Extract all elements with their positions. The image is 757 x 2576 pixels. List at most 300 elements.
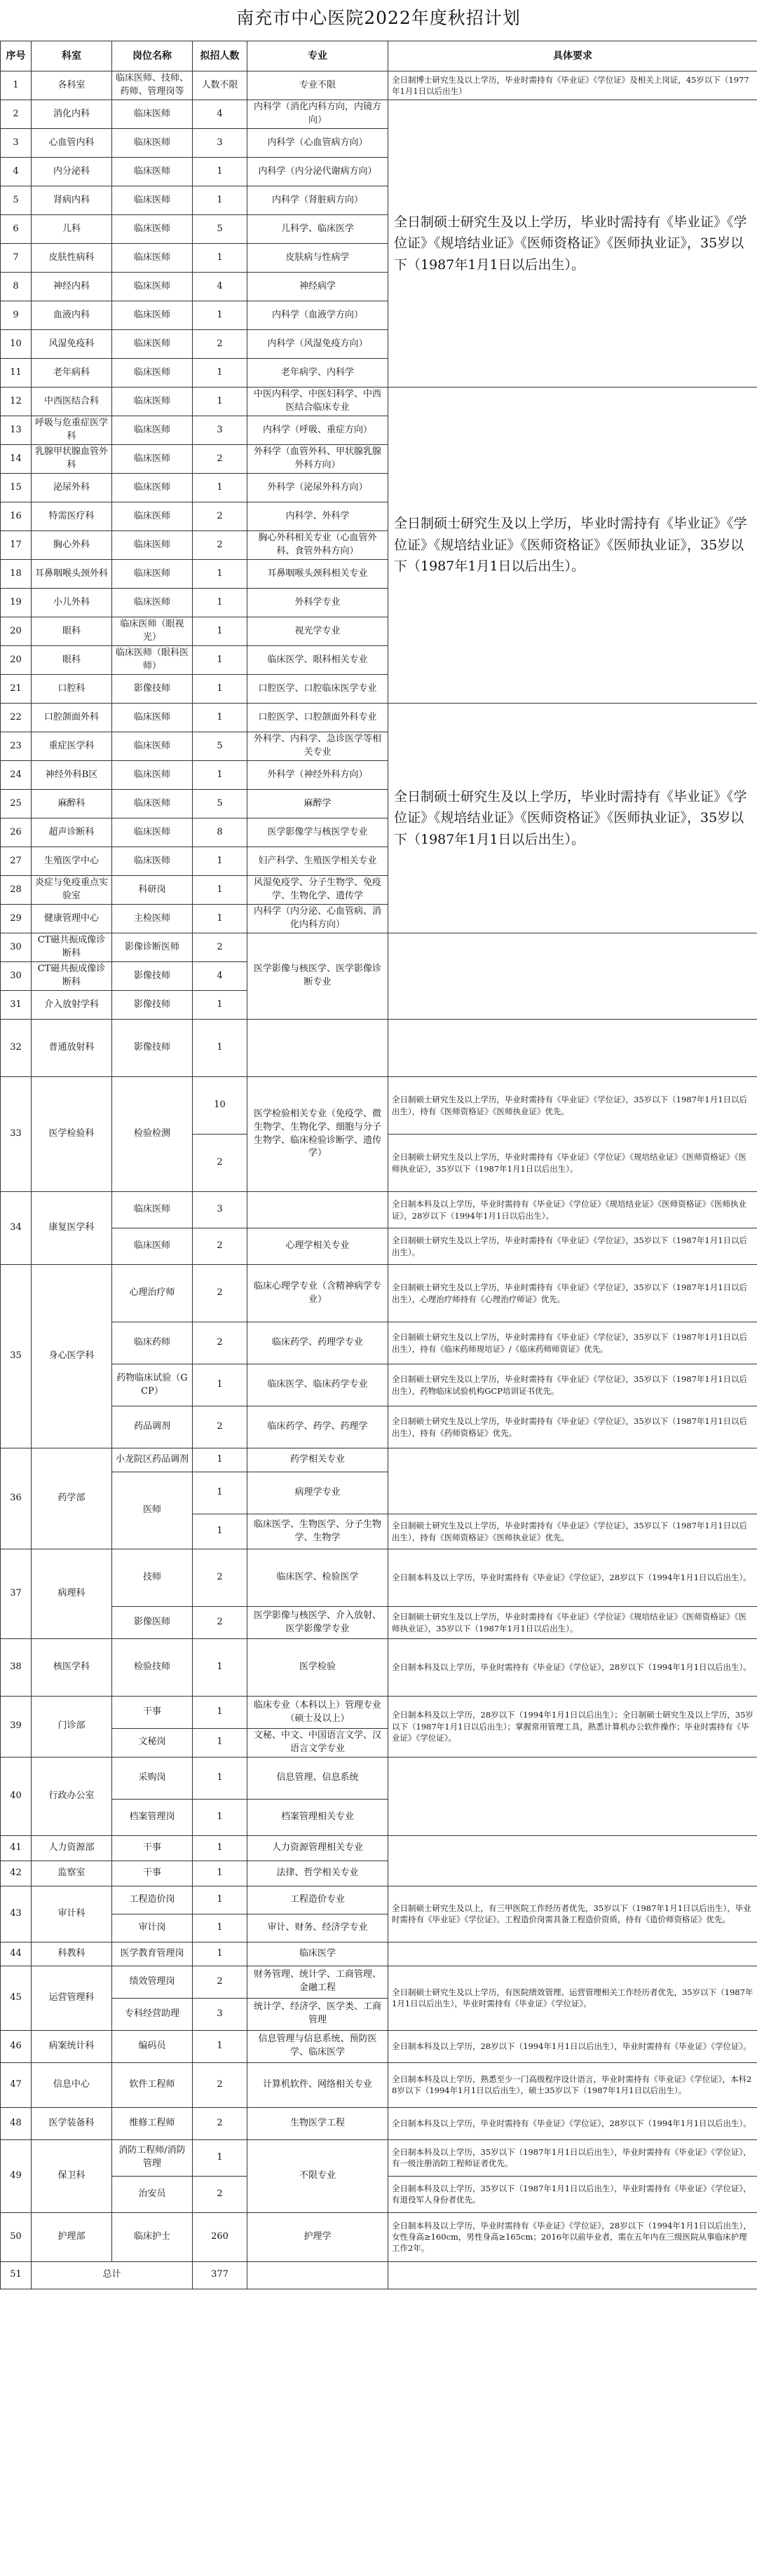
table-row (1, 1192, 757, 1228)
table-cell: 外科学（神经外科方向） (247, 761, 388, 790)
table-cell: 临床医师 (112, 129, 193, 158)
table-cell: 全日制本科及以上学历，毕业时需持有《毕业证》《学位证》，28岁以下（1994年1月1日以后出生）。 (388, 2107, 757, 2139)
table-cell: 20 (1, 617, 32, 646)
table-cell: 医学教育管理岗 (112, 1942, 193, 1966)
table-cell: 全日制本科及以上学历，熟悉至少一门高级程序设计语言，毕业时需持有《毕业证》《学位证》，本科28岁以下（1994年1月1日以后出生），硕士35岁以下（1987年1月1日以后出生）。 (388, 2062, 757, 2107)
table-cell: 11 (1, 359, 32, 388)
table-cell: 临床医师 (112, 589, 193, 617)
table-cell: 人数不限 (193, 71, 247, 100)
table-cell: 影像技师 (112, 962, 193, 991)
table-cell: 医学影像与核医学、医学影像诊断专业 (247, 933, 388, 1020)
table-cell: 临床医师 (112, 818, 193, 847)
table-cell: 信息管理与信息系统、预防医学、临床医学 (247, 2030, 388, 2062)
table-cell: 14 (1, 445, 32, 474)
table-cell (388, 933, 757, 1020)
table-cell: 医学装备科 (32, 2107, 112, 2139)
table-cell: 信息管理、信息系统 (247, 1757, 388, 1799)
table-cell: 1 (193, 1799, 247, 1835)
table-cell: 41 (1, 1835, 32, 1861)
table-cell: 1 (193, 2139, 247, 2176)
table-cell: 1 (193, 1942, 247, 1966)
table-cell: 神经病学 (247, 273, 388, 301)
table-cell: 内科学（血液学方向） (247, 301, 388, 330)
table-cell: 30 (1, 933, 32, 962)
table-cell: 27 (1, 847, 32, 876)
table-cell: 口腔医学、口腔颌面外科专业 (247, 704, 388, 732)
table-cell: 25 (1, 790, 32, 818)
table-cell: 儿科学、临床医学 (247, 215, 388, 244)
table-cell: 临床医师 (112, 100, 193, 129)
table-cell: 临床医学、检验医学 (247, 1549, 388, 1607)
table-cell: 小龙院区药品调剂 (112, 1448, 193, 1472)
table-cell: 胸心外科 (32, 531, 112, 560)
table-cell: 特需医疗科 (32, 502, 112, 531)
table-cell: 不限专业 (247, 2139, 388, 2212)
table-cell: 全日制本科及以上学历，毕业时需持有《毕业证》《学位证》《规培结业证》《医师资格证》《医师执业证》，28岁以下（1994年1月1日以后出生）。 (388, 1192, 757, 1228)
table-cell: 18 (1, 560, 32, 589)
table-cell: 22 (1, 704, 32, 732)
table-cell: 工程造价专业 (247, 1886, 388, 1914)
table-cell: 外科学、内科学、急诊医学等相关专业 (247, 732, 388, 761)
table-cell: 乳腺甲状腺血管外科 (32, 445, 112, 474)
table-header-row (1, 41, 757, 71)
table-cell: 心理治疗师 (112, 1265, 193, 1322)
table-cell: 1 (193, 617, 247, 646)
table-cell: 临床医师 (112, 186, 193, 215)
table-cell: 32 (1, 1020, 32, 1077)
table-cell: 21 (1, 675, 32, 704)
table-cell: 全日制博士研究生及以上学历，毕业时需持有《毕业证》《学位证》及相关上岗证，45岁以下（1977年1月1日以后出生） (388, 71, 757, 100)
table-cell: 档案管理相关专业 (247, 1799, 388, 1835)
table-cell: 临床医师 (112, 1228, 193, 1265)
table-cell: 1 (193, 1472, 247, 1514)
table-cell: 2 (193, 1265, 247, 1322)
table-cell (247, 1192, 388, 1228)
table-cell: 31 (1, 991, 32, 1020)
table-cell: 运营管理科 (32, 1966, 112, 2030)
table-cell: 1 (193, 847, 247, 876)
table-cell: 皮肤病与性病学 (247, 244, 388, 273)
table-cell: 麻醉学 (247, 790, 388, 818)
table-cell: 专业不限 (247, 71, 388, 100)
table-cell: 1 (193, 704, 247, 732)
table-cell: 临床医师 (112, 790, 193, 818)
table-row (1, 1697, 757, 1729)
table-cell: 保卫科 (32, 2139, 112, 2212)
table-cell: 2 (1, 100, 32, 129)
table-row (1, 704, 757, 732)
table-cell: 1 (193, 1364, 247, 1406)
table-cell: 人力资源部 (32, 1835, 112, 1861)
header-dept: 科室 (32, 41, 112, 71)
table-cell: 审计科 (32, 1886, 112, 1942)
table-cell: 12 (1, 388, 32, 416)
table-cell: 临床医师 (112, 445, 193, 474)
table-cell: 6 (1, 215, 32, 244)
table-row (1, 100, 757, 129)
table-cell: 35 (1, 1265, 32, 1448)
table-cell: 1 (193, 158, 247, 186)
table-cell: 临床专业（本科以上）管理专业（硕士及以上） (247, 1697, 388, 1729)
table-row (1, 1265, 757, 1322)
table-cell: 33 (1, 1077, 32, 1192)
table-cell: 全日制硕士研究生及以上学历，毕业时需持有《毕业证》《学位证》《规培结业证》《医师资格证》《医师执业证》，35岁以下（1987年1月1日以后出生）。 (388, 1607, 757, 1639)
table-row (1, 1364, 757, 1406)
table-cell (388, 1757, 757, 1835)
table-cell: 全日制本科及以上学历，28岁以下（1994年1月1日以后出生）；全日制硕士研究生及以上学历，35岁以下（1987年1月1日以后出生）；掌握常用管理工具，熟悉计算机办公软件操作；毕业时需持有《毕业证》《学位证》。 (388, 1697, 757, 1758)
table-cell: 2 (193, 1607, 247, 1639)
table-cell: 统计学、经济学、医学类、工商管理 (247, 1998, 388, 2030)
table-cell: 临床医师 (112, 158, 193, 186)
table-cell: 治安员 (112, 2176, 193, 2212)
table-cell: 皮肤性病科 (32, 244, 112, 273)
table-cell: 临床医学、临床药学专业 (247, 1364, 388, 1406)
table-cell: 普通放射科 (32, 1020, 112, 1077)
table-cell: 神经外科B区 (32, 761, 112, 790)
table-cell: 1 (193, 1448, 247, 1472)
table-cell: 1 (1, 71, 32, 100)
table-cell: 4 (193, 962, 247, 991)
table-cell: 1 (193, 474, 247, 502)
table-cell: 审计岗 (112, 1914, 193, 1942)
table-cell: 1 (193, 359, 247, 388)
table-cell: 1 (193, 905, 247, 933)
table-cell: 全日制本科及以上学历，毕业时需持有《毕业证》《学位证》，28岁以下（1994年1月1日以后出生）。 (388, 1549, 757, 1607)
table-cell: 门诊部 (32, 1697, 112, 1758)
table-cell (247, 1020, 388, 1077)
table-cell: 37 (1, 1549, 32, 1639)
table-cell: 泌尿外科 (32, 474, 112, 502)
table-cell: 心血管内科 (32, 129, 112, 158)
table-cell: 1 (193, 244, 247, 273)
table-cell: 内科学（呼吸、重症方向） (247, 416, 388, 445)
table-row (1, 1835, 757, 1861)
table-cell: 2 (193, 531, 247, 560)
table-cell: 1 (193, 1861, 247, 1886)
table-cell: CT磁共振成像诊断科 (32, 933, 112, 962)
table-cell: 医学检验 (247, 1639, 388, 1697)
table-cell: 全日制本科及以上学历，毕业时需持有《毕业证》《学位证》，28岁以下（1994年1月1日以后出生），女性身高≥160cm，男性身高≥165cm；2016年以前毕业者，需在五年内在三级医院从事临床护理工作2年。 (388, 2212, 757, 2261)
table-cell: 45 (1, 1966, 32, 2030)
table-row (1, 1406, 757, 1448)
table-cell: 1 (193, 186, 247, 215)
table-cell: 耳鼻咽喉头颈外科 (32, 560, 112, 589)
table-row (1, 1639, 757, 1697)
table-cell: 维修工程师 (112, 2107, 193, 2139)
table-cell: 26 (1, 818, 32, 847)
table-cell: 临床医师 (112, 273, 193, 301)
table-cell: 检验技师 (112, 1639, 193, 1697)
table-cell: 临床医师 (112, 215, 193, 244)
table-cell: 小儿外科 (32, 589, 112, 617)
table-cell: 2 (193, 2107, 247, 2139)
table-cell: 1 (193, 876, 247, 905)
table-cell: 16 (1, 502, 32, 531)
table-row (1, 2139, 757, 2176)
table-cell: 内科学（心血管病方向） (247, 129, 388, 158)
table-cell: 49 (1, 2139, 32, 2212)
header-post: 岗位名称 (112, 41, 193, 71)
table-cell: 科研岗 (112, 876, 193, 905)
table-cell: 5 (193, 732, 247, 761)
table-row (1, 1549, 757, 1607)
table-cell: 5 (193, 790, 247, 818)
table-cell: 5 (193, 215, 247, 244)
table-cell: 专科经营助理 (112, 1998, 193, 2030)
table-cell: 口腔颌面外科 (32, 704, 112, 732)
table-cell: 46 (1, 2030, 32, 2062)
table-cell: 39 (1, 1697, 32, 1758)
table-cell: 病案统计科 (32, 2030, 112, 2062)
table-row (1, 1448, 757, 1472)
table-cell: 风湿免疫科 (32, 330, 112, 359)
table-cell: 影像诊断医师 (112, 933, 193, 962)
table-cell: 1 (193, 1886, 247, 1914)
table-cell: 临床医学、眼科相关专业 (247, 646, 388, 675)
table-cell: 2 (193, 330, 247, 359)
table-cell: 临床药学、药理学专业 (247, 1322, 388, 1364)
document-title: 南充市中心医院2022年度秋招计划 (236, 8, 521, 28)
table-row (1, 1886, 757, 1914)
table-cell: 临床医师、技师、药师、管理岗等 (112, 71, 193, 100)
table-cell: 4 (193, 100, 247, 129)
table-cell: 1 (193, 1514, 247, 1549)
table-cell: 耳鼻咽喉头颈科相关专业 (247, 560, 388, 589)
table-cell: 干事 (112, 1861, 193, 1886)
requirement-block-a: 全日制硕士研究生及以上学历，毕业时需持有《毕业证》《学位证》《规培结业证》《医师资格证》《医师执业证》，35岁以下（1987年1月1日以后出生）。 (388, 100, 757, 388)
table-cell: 临床药师 (112, 1322, 193, 1364)
table-cell: 24 (1, 761, 32, 790)
table-cell: 计算机软件、网络相关专业 (247, 2062, 388, 2107)
table-cell: 全日制硕士研究生及以上学历，毕业时需持有《毕业证》《学位证》，35岁以下（1987年1月1日以后出生），持有《医师资格证》《医师执业证》优先。 (388, 1077, 757, 1135)
table-row (1, 388, 757, 416)
table-cell: 核医学科 (32, 1639, 112, 1697)
table-cell: 1 (193, 1729, 247, 1758)
table-cell: 43 (1, 1886, 32, 1942)
total-num: 377 (193, 2261, 247, 2289)
table-cell: 1 (193, 388, 247, 416)
table-cell: 30 (1, 962, 32, 991)
table-cell: 36 (1, 1448, 32, 1549)
table-cell: 临床医师（眼视光） (112, 617, 193, 646)
table-cell: 外科学专业 (247, 589, 388, 617)
table-cell: 康复医学科 (32, 1192, 112, 1265)
table-cell: 技师 (112, 1549, 193, 1607)
table-cell: 2 (193, 2176, 247, 2212)
table-cell: 8 (1, 273, 32, 301)
table-cell: 42 (1, 1861, 32, 1886)
table-cell: 2 (193, 502, 247, 531)
table-cell: 医学检验科 (32, 1077, 112, 1192)
table-cell: 编码员 (112, 2030, 193, 2062)
table-cell: 17 (1, 531, 32, 560)
table-cell: 2 (193, 1322, 247, 1364)
header-major: 专业 (247, 41, 388, 71)
table-cell: 影像技师 (112, 1020, 193, 1077)
table-cell: 1 (193, 301, 247, 330)
table-row (1, 1942, 757, 1966)
table-cell: 健康管理中心 (32, 905, 112, 933)
table-cell: 监察室 (32, 1861, 112, 1886)
table-cell: 29 (1, 905, 32, 933)
table-cell: 4 (1, 158, 32, 186)
table-cell: 生殖医学中心 (32, 847, 112, 876)
table-cell: 1 (193, 1835, 247, 1861)
total-label: 总计 (32, 2261, 193, 2289)
table-cell: 病理学专业 (247, 1472, 388, 1514)
table-cell: 全日制硕士研究生及以上学历，毕业时需持有《毕业证》《学位证》，35岁以下（1987年1月1日以后出生），持有《药师资格证》优先。 (388, 1406, 757, 1448)
table-cell: 临床医师 (112, 502, 193, 531)
table-cell: 临床医师 (112, 732, 193, 761)
table-row (1, 71, 757, 100)
table-row (1, 1228, 757, 1265)
table-cell: 内科学（消化内科方向，内镜方向） (247, 100, 388, 129)
table-cell: 全日制本科及以上学历，35岁以下（1987年1月1日以后出生），毕业时需持有《毕业证》《学位证》，有退役军人身份者优先。 (388, 2176, 757, 2212)
table-cell: 内科学、外科学 (247, 502, 388, 531)
table-row (1, 2030, 757, 2062)
table-cell: 23 (1, 732, 32, 761)
table-cell: 临床医学、生物医学、分子生物学、生物学 (247, 1514, 388, 1549)
table-cell: 干事 (112, 1835, 193, 1861)
table-cell: 外科学（血管外科、甲状腺乳腺外科方向） (247, 445, 388, 474)
table-cell: 47 (1, 2062, 32, 2107)
table-cell: 消防工程师/消防管理 (112, 2139, 193, 2176)
table-cell: 审计、财务、经济学专业 (247, 1914, 388, 1942)
table-cell: 外科学（泌尿外科方向） (247, 474, 388, 502)
table-cell: 2 (193, 1135, 247, 1192)
table-cell: 医学影像学与核医学专业 (247, 818, 388, 847)
requirement-block-b: 全日制硕士研究生及以上学历，毕业时需持有《毕业证》《学位证》《规培结业证》《医师资格证》《医师执业证》，35岁以下（1987年1月1日以后出生）。 (388, 388, 757, 704)
table-row (1, 1077, 757, 1135)
table-cell: 临床医师 (112, 761, 193, 790)
table-cell: 软件工程师 (112, 2062, 193, 2107)
table-cell: 科教科 (32, 1942, 112, 1966)
table-cell (388, 1448, 757, 1514)
table-cell: 行政办公室 (32, 1757, 112, 1835)
table-cell: 全日制硕士研究生及以上，有三甲医院工作经历者优先，35岁以下（1987年1月1日以后出生），毕业时需持有《毕业证》《学位证》。工程造价岗需具备工程造价资质，持有《造价师资格证》优先。 (388, 1886, 757, 1942)
table-cell: 检验检测 (112, 1077, 193, 1192)
table-cell: 40 (1, 1757, 32, 1835)
table-cell: 消化内科 (32, 100, 112, 129)
table-cell: 内科学（肾脏病方向） (247, 186, 388, 215)
table-cell: 内科学（内分泌、心血管病、消化内科方向） (247, 905, 388, 933)
table-cell: 重症医学科 (32, 732, 112, 761)
table-cell: 1 (193, 991, 247, 1020)
table-cell: 全日制本科及以上学历，毕业时需持有《毕业证》《学位证》，28岁以下（1994年1月1日以后出生）。 (388, 1639, 757, 1697)
table-cell: 生物医学工程 (247, 2107, 388, 2139)
table-cell: 1 (193, 1697, 247, 1729)
table-cell: 眼科 (32, 646, 112, 675)
table-cell: 身心医学科 (32, 1265, 112, 1448)
table-cell: 超声诊断科 (32, 818, 112, 847)
table-cell: 13 (1, 416, 32, 445)
table-cell: 临床医师 (112, 330, 193, 359)
table-cell: 38 (1, 1639, 32, 1697)
table-cell (247, 2261, 388, 2289)
table-cell: 财务管理、统计学、工商管理、金融工程 (247, 1966, 388, 1998)
table-cell: 7 (1, 244, 32, 273)
table-cell: 3 (193, 1192, 247, 1228)
table-cell: 48 (1, 2107, 32, 2139)
table-cell: 1 (193, 646, 247, 675)
table-cell: 19 (1, 589, 32, 617)
table-cell (388, 1942, 757, 1966)
table-cell: 临床医师 (112, 560, 193, 589)
table-cell: 神经内科 (32, 273, 112, 301)
table-cell: 炎症与免疫重点实验室 (32, 876, 112, 905)
table-cell: 临床医师 (112, 388, 193, 416)
table-cell: 妇产科学、生殖医学相关专业 (247, 847, 388, 876)
table-cell: 5 (1, 186, 32, 215)
requirement-block-c: 全日制硕士研究生及以上学历，毕业时需持有《毕业证》《学位证》《规培结业证》《医师资格证》《医师执业证》，35岁以下（1987年1月1日以后出生）。 (388, 704, 757, 933)
table-cell: 全日制硕士研究生及以上学历，毕业时需持有《毕业证》《学位证》，35岁以下（1987年1月1日以后出生），药物临床试验机构GCP培训证书优先。 (388, 1364, 757, 1406)
table-cell: 28 (1, 876, 32, 905)
table-cell: 1 (193, 675, 247, 704)
table-cell: 眼科 (32, 617, 112, 646)
table-cell: 中西医结合科 (32, 388, 112, 416)
table-cell: 法律、哲学相关专业 (247, 1861, 388, 1886)
table-cell: 临床医师 (112, 1192, 193, 1228)
table-cell: 260 (193, 2212, 247, 2261)
table-cell: 临床医师 (112, 301, 193, 330)
table-cell: 3 (193, 416, 247, 445)
table-cell: 老年病学、内科学 (247, 359, 388, 388)
table-cell: 1 (193, 1757, 247, 1799)
table-cell: 全日制硕士研究生及以上学历，毕业时需持有《毕业证》《学位证》，35岁以下（1987年1月1日以后出生），持有《临床药师规培证》/《临床药师师资证》优先。 (388, 1322, 757, 1364)
table-cell: 血液内科 (32, 301, 112, 330)
table-cell: 影像技师 (112, 675, 193, 704)
table-cell: 全日制硕士研究生及以上学历，毕业时需持有《毕业证》《学位证》，35岁以下（1987年1月1日以后出生）。 (388, 1228, 757, 1265)
table-cell: 临床护士 (112, 2212, 193, 2261)
table-cell: 34 (1, 1192, 32, 1265)
table-cell: 2 (193, 2062, 247, 2107)
table-cell: 主检医师 (112, 905, 193, 933)
table-cell: 临床药学、药学、药理学 (247, 1406, 388, 1448)
table-cell: 8 (193, 818, 247, 847)
total-no: 51 (1, 2261, 32, 2289)
table-cell: 胸心外科相关专业（心血管外科、食管外科方向） (247, 531, 388, 560)
table-cell: 采购岗 (112, 1757, 193, 1799)
table-cell: 内分泌科 (32, 158, 112, 186)
recruitment-table (0, 41, 757, 2289)
table-cell: 老年病科 (32, 359, 112, 388)
header-req: 具体要求 (388, 41, 757, 71)
table-row (1, 1322, 757, 1364)
table-cell: 影像医师 (112, 1607, 193, 1639)
table-cell: 3 (193, 1998, 247, 2030)
table-cell: 儿科 (32, 215, 112, 244)
table-cell: 各科室 (32, 71, 112, 100)
table-cell: 临床医师 (112, 847, 193, 876)
table-cell: 2 (193, 1549, 247, 1607)
table-cell: 1 (193, 761, 247, 790)
table-cell: 医学检验相关专业（免疫学、微生物学、生物化学、细胞与分子生物学、临床检验诊断学、遗传学） (247, 1077, 388, 1192)
table-cell: 临床医师 (112, 359, 193, 388)
table-cell: 内科学（内分泌代谢病方向） (247, 158, 388, 186)
table-cell: 干事 (112, 1697, 193, 1729)
table-cell: 麻醉科 (32, 790, 112, 818)
table-cell (388, 2261, 757, 2289)
header-no: 序号 (1, 41, 32, 71)
table-cell: 2 (193, 445, 247, 474)
table-cell: 2 (193, 1966, 247, 1998)
table-row (1, 1966, 757, 1998)
table-cell: 全日制硕士研究生及以上学历，毕业时需持有《毕业证》《学位证》，35岁以下（1987年1月1日以后出生），心理治疗师持有《心理治疗师证》优先。 (388, 1265, 757, 1322)
table-cell: 药物临床试验（GCP） (112, 1364, 193, 1406)
table-cell: 临床医学 (247, 1942, 388, 1966)
table-cell: 3 (193, 129, 247, 158)
table-cell: 文秘岗 (112, 1729, 193, 1758)
